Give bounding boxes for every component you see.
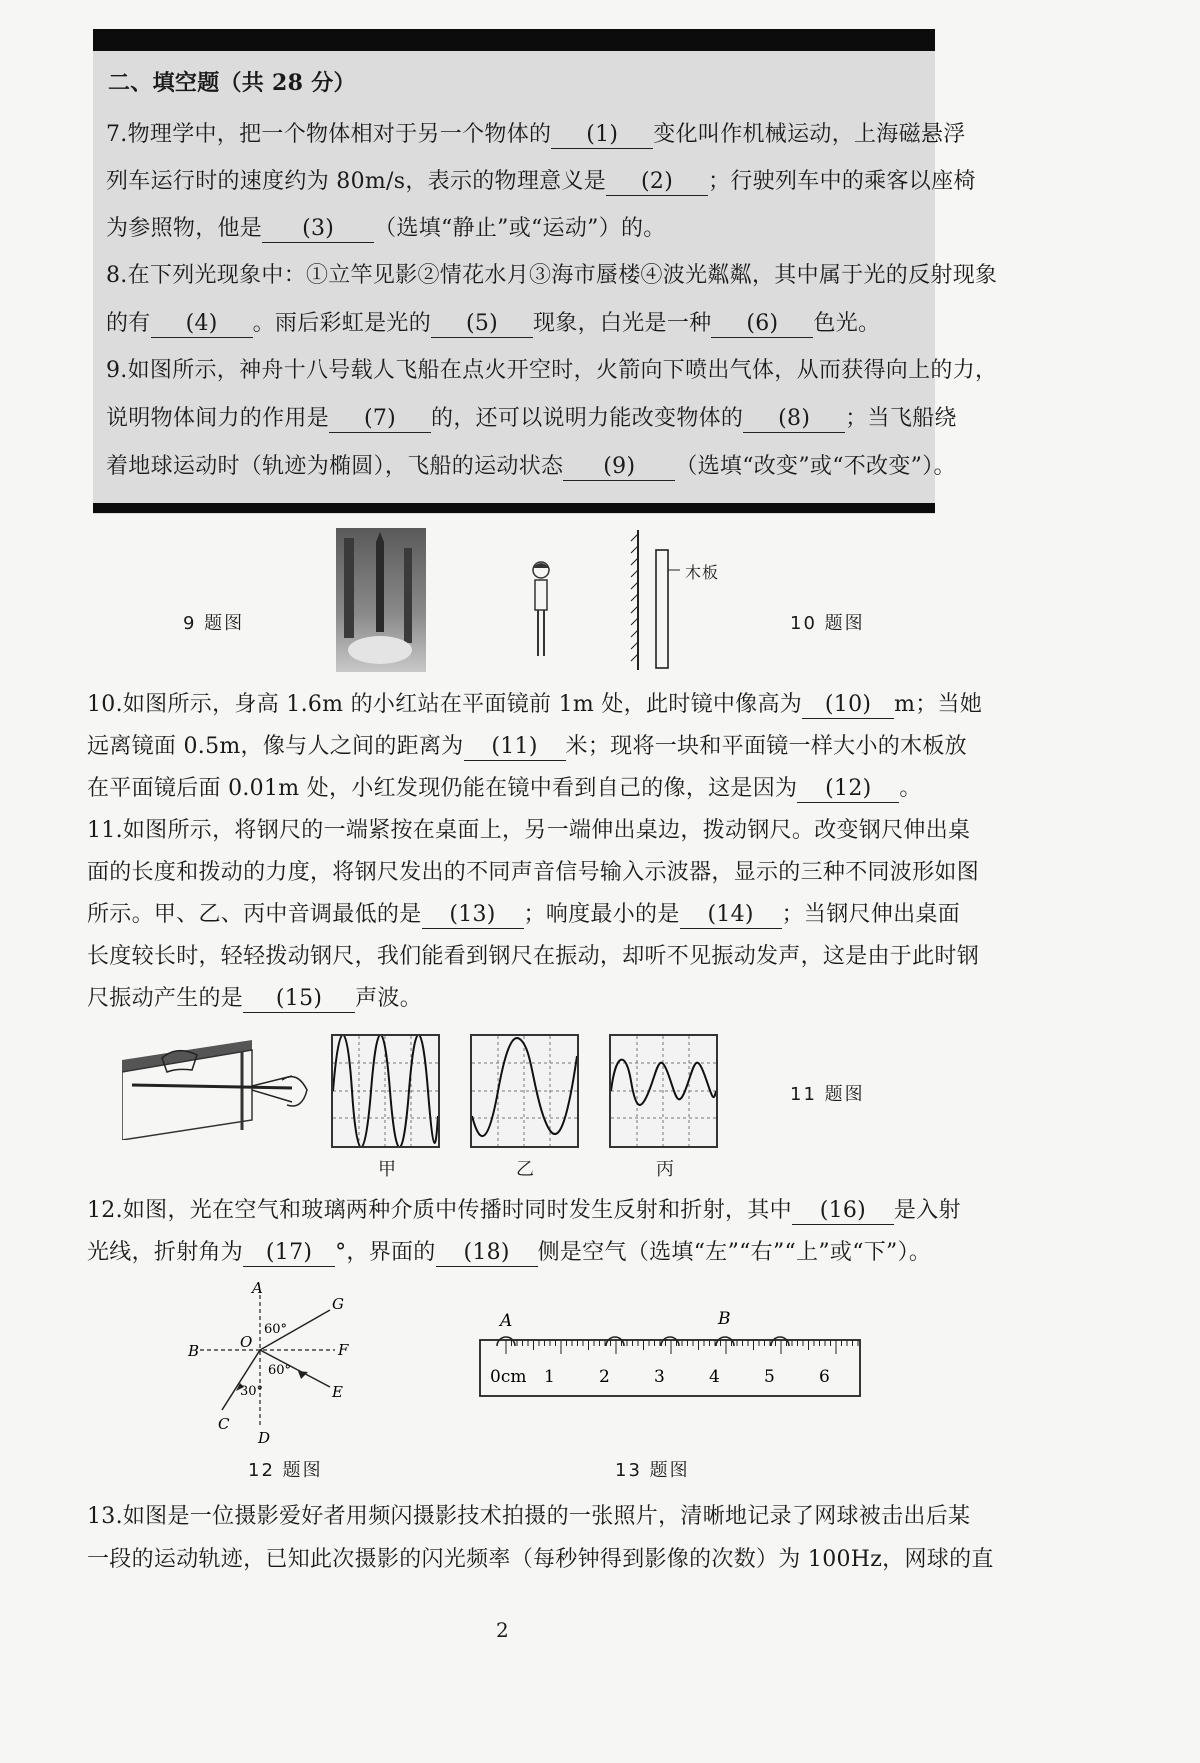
q10-text: 在平面镜后面 0.01m 处，小红发现仍能在镜中看到自己的像，这是因为	[87, 776, 798, 801]
q8-line2	[106, 309, 880, 339]
ruler-tick-label: 0cm	[490, 1367, 527, 1387]
q11-text: ；响度最小的是	[523, 902, 680, 927]
q7-line2	[106, 167, 976, 197]
angle-label: 60°	[264, 1322, 288, 1337]
scope-label-jia: 甲	[378, 1159, 398, 1180]
ruler-tick-label: 2	[599, 1367, 610, 1387]
label-e: E	[332, 1383, 343, 1401]
ruler-tick-label: 6	[819, 1367, 830, 1387]
q8-text: 现象，白光是一种	[533, 311, 712, 336]
q8-line1: 8.在下列光现象中：①立竿见影②情花水月③海市蜃楼④波光粼粼，其中属于光的反射现象	[106, 263, 998, 288]
blank-9[interactable]: (9)	[563, 454, 675, 481]
point-a-label: A	[500, 1311, 513, 1331]
q10-text: 远离镜面 0.5m，像与人之间的距离为	[87, 734, 464, 759]
oscilloscope-jia	[331, 1034, 440, 1148]
blank-4[interactable]: (4)	[151, 311, 253, 338]
q7-text: 列车运行时的速度约为 80m/s，表示的物理意义是	[106, 169, 607, 194]
bottom-black-bar	[93, 503, 935, 513]
q9-line1: 9.如图所示，神舟十八号载人飞船在点火开空时，火箭向下喷出气体，从而获得向上的力，	[106, 358, 998, 383]
blank-14[interactable]: (14)	[680, 902, 782, 929]
blank-13[interactable]: (13)	[422, 902, 524, 929]
q7-line3	[106, 214, 666, 244]
blank-10[interactable]: (10)	[802, 692, 894, 719]
q11-text: 声波。	[355, 986, 423, 1011]
ruler-tick-label: 5	[764, 1367, 775, 1387]
label-g: G	[332, 1295, 344, 1313]
ruler-tick-label: 1	[544, 1367, 555, 1387]
page-number: 2	[496, 1618, 509, 1642]
q7-text: ；行驶列车中的乘客以座椅	[708, 169, 976, 194]
fig9-caption: 9 题图	[183, 613, 245, 634]
q7-text: （选填“静止”或“运动”）的。	[374, 216, 666, 241]
q12-text: °，界面的	[335, 1240, 436, 1265]
q9-text: ；当飞船绕	[845, 406, 957, 431]
section-title: 二、填空题（共 28 分）	[108, 70, 356, 96]
q9-line2	[106, 404, 957, 434]
label-d: D	[258, 1429, 271, 1445]
scope-label-bing: 丙	[656, 1159, 676, 1180]
q9-line3	[106, 452, 956, 482]
fig13-caption: 13 题图	[615, 1460, 690, 1481]
blank-18[interactable]: (18)	[436, 1240, 538, 1267]
blank-12[interactable]: (12)	[797, 776, 899, 803]
q12-line1	[87, 1196, 961, 1226]
q9-text: 说明物体间力的作用是	[106, 406, 330, 431]
label-c: C	[218, 1415, 230, 1433]
blank-8[interactable]: (8)	[743, 406, 845, 433]
angle-label: 30°	[240, 1384, 264, 1399]
q11-line4: 长度较长时，轻轻拨动钢尺，我们能看到钢尺在振动，却听不见振动发声，这是由于此时钢	[87, 944, 980, 969]
blank-1[interactable]: (1)	[551, 122, 653, 149]
q10-line3	[87, 774, 922, 804]
blank-5[interactable]: (5)	[431, 311, 533, 338]
q8-text: 。雨后彩虹是光的	[252, 311, 432, 336]
blank-7[interactable]: (7)	[329, 406, 431, 433]
fig12-caption: 12 题图	[248, 1460, 323, 1481]
point-b-label: B	[718, 1310, 731, 1329]
q9-text: （选填“改变”或“不改变”）。	[675, 454, 956, 479]
girl-figure	[526, 558, 556, 660]
angle-label: 60°	[268, 1363, 292, 1378]
blank-3[interactable]: (3)	[262, 216, 374, 243]
q12-text: 12.如图，光在空气和玻璃两种介质中传播时同时发生反射和折射，其中	[87, 1198, 792, 1223]
q12-text: 侧是空气（选填“左”“右”“上”或“下”）。	[537, 1240, 932, 1265]
q10-text: 10.如图所示，身高 1.6m 的小红站在平面镜前 1m 处，此时镜中像高为	[87, 692, 803, 717]
q11-text: ；当钢尺伸出桌面	[781, 902, 961, 927]
q12-line2	[87, 1238, 931, 1268]
q10-line1	[87, 690, 982, 720]
q7-text: 7.物理学中，把一个物体相对于另一个物体的	[106, 122, 552, 147]
q7-line1	[106, 120, 966, 150]
q11-line5	[87, 984, 422, 1014]
q9-text: 着地球运动时（轨迹为椭圆），飞船的运动状态	[106, 454, 564, 479]
blank-6[interactable]: (6)	[711, 311, 813, 338]
q13-line1: 13.如图是一位摄影爱好者用频闪摄影技术拍摄的一张照片，清晰地记录了网球被击出后某	[87, 1504, 971, 1529]
blank-16[interactable]: (16)	[792, 1198, 894, 1225]
q7-text: 为参照物，他是	[106, 216, 263, 241]
scope-label-yi: 乙	[516, 1159, 536, 1180]
q13-line2: 一段的运动轨迹，已知此次摄影的闪光频率（每秒钟得到影像的次数）为 100Hz，网球的直	[87, 1547, 994, 1572]
top-black-bar	[93, 29, 935, 51]
label-o: O	[240, 1333, 253, 1351]
ruler-table-illustration	[122, 1040, 312, 1140]
blank-11[interactable]: (11)	[464, 734, 566, 761]
ruler-tick-label: 3	[654, 1367, 665, 1387]
q11-line1: 11.如图所示，将钢尺的一端紧按在桌面上，另一端伸出桌边，拨动钢尺。改变钢尺伸出桌	[87, 818, 971, 843]
rocket-photo	[336, 528, 426, 672]
mirror-and-board	[628, 530, 680, 670]
q11-line2: 面的长度和拨动的力度，将钢尺发出的不同声音信号输入示波器，显示的三种不同波形如图	[87, 860, 980, 885]
q10-text: 。	[899, 776, 922, 801]
q7-text: 变化叫作机械运动，上海磁悬浮	[653, 122, 966, 147]
q11-line3	[87, 900, 960, 930]
oscilloscope-yi	[470, 1034, 579, 1148]
ruler-with-balls	[478, 1310, 863, 1400]
q10-text: m；当她	[894, 692, 983, 717]
blank-15[interactable]: (15)	[243, 986, 355, 1013]
label-a: A	[252, 1279, 263, 1297]
q12-text: 是入射	[893, 1198, 961, 1223]
blank-17[interactable]: (17)	[243, 1240, 335, 1267]
light-ray-diagram	[180, 1275, 360, 1445]
board-label: 木板	[685, 563, 720, 582]
q10-line2	[87, 732, 967, 762]
q10-text: 米；现将一块和平面镜一样大小的木板放	[565, 734, 967, 759]
fig10-caption: 10 题图	[790, 613, 865, 634]
oscilloscope-bing	[609, 1034, 718, 1148]
q11-text: 所示。甲、乙、丙中音调最低的是	[87, 902, 422, 927]
fig11-caption: 11 题图	[790, 1084, 865, 1105]
q12-text: 光线，折射角为	[87, 1240, 244, 1265]
blank-2[interactable]: (2)	[606, 169, 708, 196]
q8-text: 的有	[106, 311, 151, 336]
q8-text: 色光。	[813, 311, 881, 336]
q11-text: 尺振动产生的是	[87, 986, 244, 1011]
ruler-tick-label: 4	[709, 1367, 720, 1387]
label-b: B	[188, 1342, 200, 1360]
q9-text: 的，还可以说明力能改变物体的	[431, 406, 744, 431]
label-f: F	[338, 1341, 349, 1359]
